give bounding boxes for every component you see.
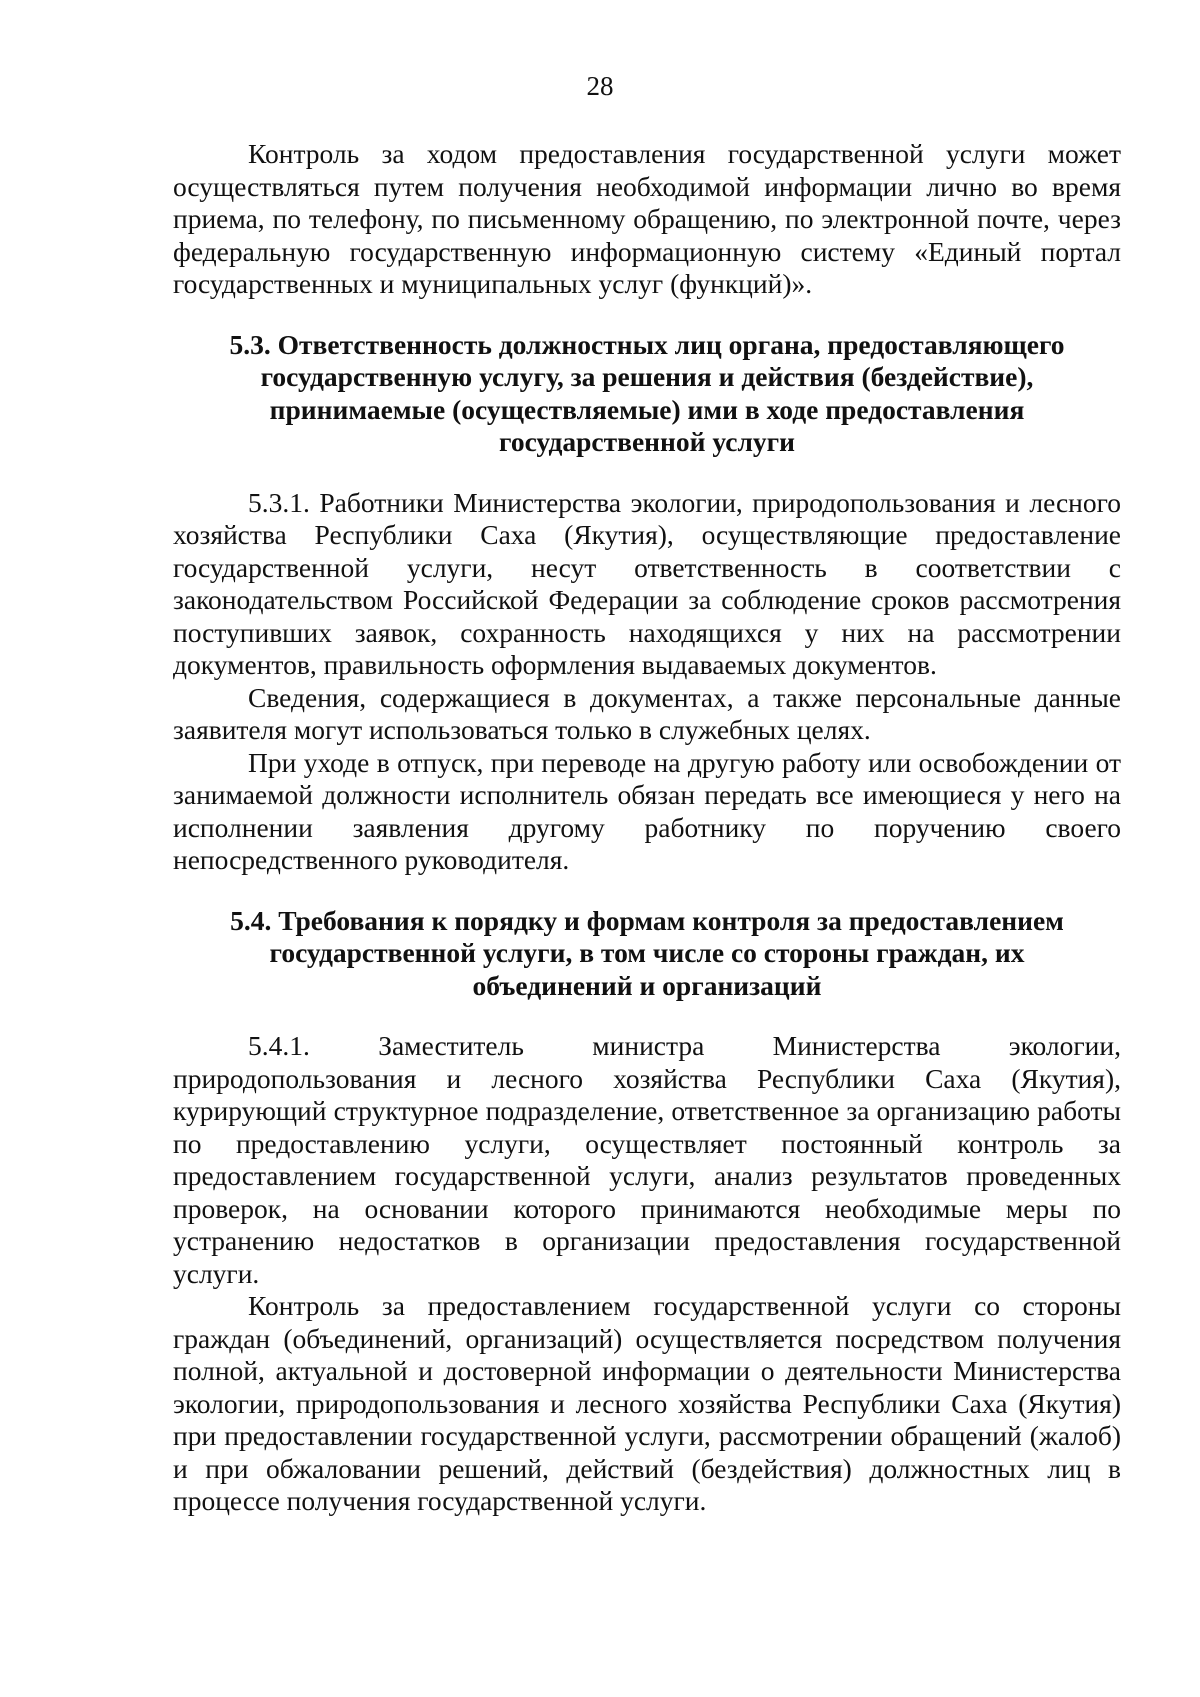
document-body bbox=[173, 138, 1121, 1518]
section-5-3-paragraph-1: 5.3.1. Работники Министерства экологии, природопользования и лесного хозяйства Республики Саха (Якутия), осуществляющие предоставление государственной услуги, несут ответственность в соответствии с законодательством Российской Федерации за соблюдение сроков рассмотрения поступивших заявок, сохранность находящихся у них на рассмотрении документов, правильность оформления выдаваемых документов. bbox=[173, 486, 1121, 680]
section-5-3-paragraph-2: Сведения, содержащиеся в документах, а также персональные данные заявителя могут использоваться только в служебных целях. bbox=[173, 681, 1121, 745]
section-5-3-heading: 5.3. Ответственность должностных лиц органа, предоставляющего государственную услугу, за решения и действия (бездействие), принимаемые (осуществляемые) ими в ходе предоставления государственной услуги bbox=[229, 328, 1065, 457]
section-5-4-paragraph-2: Контроль за предоставлением государственной услуги со стороны граждан (объединений, организаций) осуществляется посредством получения полной, актуальной и достоверной информации о деятельности Министерства экологии, природопользования и лесного хозяйства Республики Саха (Якутия) при предоставлении государственной услуги, рассмотрении обращений (жалоб) и при обжаловании решений, действий (бездействия) должностных лиц в процессе получения государственной услуги. bbox=[173, 1290, 1121, 1516]
page-number: 28 bbox=[586, 71, 614, 101]
section-5-4-paragraph-1: 5.4.1. Заместитель министра Министерства экологии, природопользования и лесного хозяйства Республики Саха (Якутия), курирующий структурное подразделение, ответственное за организацию работы по предоставлению услуги, осуществляет постоянный контроль за предоставлением государственной услуги, анализ результатов проведенных проверок, на основании которого принимаются необходимые меры по устранению недостатков в организации предоставления государственной услуги. bbox=[173, 1030, 1121, 1289]
section-5-3-paragraph-3: При уходе в отпуск, при переводе на другую работу или освобождении от занимаемой должности исполнитель обязан передать все имеющиеся у него на исполнении заявления другому работнику по поручению своего непосредственного руководителя. bbox=[173, 746, 1121, 875]
section-5-4-heading: 5.4. Требования к порядку и формам контроля за предоставлением государственной услуги, в том числе со стороны граждан, их объединений и организаций bbox=[230, 904, 1064, 1001]
intro-paragraph: Контроль за ходом предоставления государственной услуги может осуществляться путем получения необходимой информации лично во время приема, по телефону, по письменному обращению, по электронной почте, через федеральную государственную информационную систему «Единый портал государственных и муниципальных услуг (функций)». bbox=[173, 138, 1121, 299]
